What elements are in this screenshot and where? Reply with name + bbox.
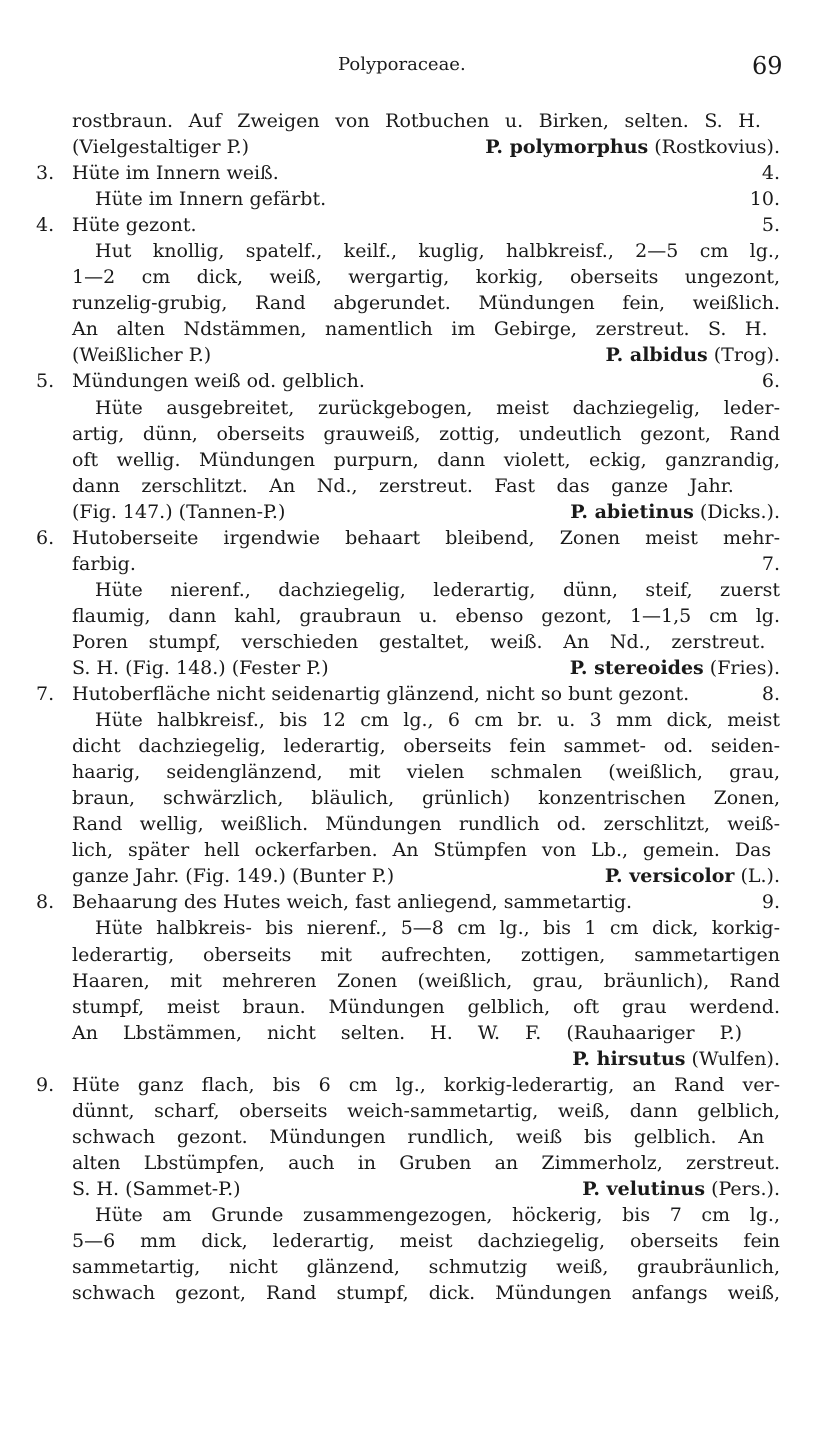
species-name: P. velutinus	[582, 1177, 706, 1200]
running-title: Polyporaceae.	[338, 54, 466, 75]
text-line	[0, 968, 830, 994]
text-line	[0, 1072, 830, 1098]
line-text: dicht dachziegelig, lederartig, oberseits fein sammet- od. seiden-	[72, 735, 780, 758]
couplet-reference: 7.	[761, 552, 780, 575]
text-line	[0, 1228, 830, 1254]
text-line	[0, 811, 830, 837]
line-text: Hüte ausgebreitet, zurückgebogen, meist dachziegelig, leder-	[95, 396, 780, 419]
couplet-number: 7.	[36, 683, 55, 706]
line-text: Hüte im Innern gefärbt.	[95, 188, 327, 211]
line-text: dann zerschlitzt. An Nd., zerstreut. Fast das ganze Jahr.	[72, 474, 734, 497]
text-line	[0, 186, 830, 212]
text-line	[0, 863, 830, 889]
line-text: schwach gezont, Rand stumpf, dick. Mündungen anfangs weiß,	[72, 1282, 780, 1305]
text-line	[0, 603, 830, 629]
line-text: Hutoberfläche nicht seidenartig glänzend, nicht so bunt gezont.	[72, 683, 690, 706]
line-text: braun, schwärzlich, bläulich, grünlich) konzentrischen Zonen,	[72, 787, 780, 810]
text-line	[0, 707, 830, 733]
line-text: An alten Ndstämmen, namentlich im Gebirge, zerstreut. S. H.	[72, 318, 768, 341]
species-name: P. hirsutus	[572, 1047, 686, 1070]
text-line	[0, 1098, 830, 1124]
species-name: P. versicolor	[604, 865, 735, 888]
text-line	[0, 681, 830, 707]
species-entry	[570, 655, 780, 681]
species-entry	[582, 1176, 780, 1202]
couplet-number: 9.	[36, 1073, 55, 1096]
line-text: Hüte gezont.	[72, 214, 197, 237]
text-line	[0, 889, 830, 915]
line-text: Behaarung des Hutes weich, fast anliegend, sammetartig.	[72, 891, 633, 914]
key-text	[0, 108, 830, 1306]
couplet-reference: 4.	[761, 162, 780, 185]
species-entry	[485, 134, 780, 160]
text-line	[0, 577, 830, 603]
text-line	[0, 1176, 830, 1202]
species-entry	[605, 863, 780, 889]
couplet-reference: 8.	[761, 683, 780, 706]
line-text: alten Lbstümpfen, auch in Gruben an Zimmerholz, zerstreut.	[72, 1151, 780, 1174]
text-line	[0, 1254, 830, 1280]
author-citation: (Pers.).	[705, 1177, 780, 1200]
line-text: Rand wellig, weißlich. Mündungen rundlich od. zerschlitzt, weiß-	[72, 813, 780, 836]
text-line	[0, 421, 830, 447]
text-line	[0, 915, 830, 941]
text-line	[0, 1046, 830, 1072]
species-name: P. stereoides	[569, 656, 704, 679]
text-line	[0, 342, 830, 368]
line-text: Hüte am Grunde zusammengezogen, höckerig, bis 7 cm lg.,	[95, 1203, 780, 1226]
text-line	[0, 1150, 830, 1176]
text-line	[0, 238, 830, 264]
couplet-number: 5.	[36, 370, 55, 393]
line-text: oft wellig. Mündungen purpurn, dann violett, eckig, ganzrandig,	[72, 448, 780, 471]
text-line	[0, 759, 830, 785]
page-header	[0, 54, 830, 84]
text-line	[0, 785, 830, 811]
text-line	[0, 994, 830, 1020]
text-line	[0, 525, 830, 551]
text-line	[0, 447, 830, 473]
line-text: Hutoberseite irgendwie behaart bleibend, Zonen meist mehr-	[72, 526, 780, 549]
species-name: P. albidus	[605, 344, 708, 367]
common-name: ganze Jahr. (Fig. 149.) (Bunter P.)	[72, 865, 395, 888]
text-line	[0, 1280, 830, 1306]
line-text: Hüte im Innern weiß.	[72, 162, 279, 185]
text-line	[0, 499, 830, 525]
couplet-number: 4.	[36, 214, 55, 237]
species-entry	[606, 342, 780, 368]
page-number: 69	[752, 52, 783, 80]
couplet-reference: 5.	[761, 214, 780, 237]
couplet-number: 6.	[36, 526, 55, 549]
author-citation: (Wulfen).	[685, 1047, 780, 1070]
line-text: farbig.	[72, 552, 136, 575]
line-text: Hut knollig, spatelf., keilf., kuglig, halbkreisf., 2—5 cm lg.,	[95, 240, 780, 263]
line-text: lederartig, oberseits mit aufrechten, zottigen, sammetartigen	[72, 943, 780, 966]
text-line	[0, 368, 830, 394]
line-text: Mündungen weiß od. gelblich.	[72, 370, 365, 393]
couplet-reference: 9.	[761, 891, 780, 914]
line-text: flaumig, dann kahl, graubraun u. ebenso gezont, 1—1,5 cm lg.	[72, 604, 780, 627]
species-name: P. abietinus	[570, 500, 694, 523]
line-text: sammetartig, nicht glänzend, schmutzig weiß, graubräunlich,	[72, 1256, 780, 1279]
couplet-reference: 10.	[749, 188, 780, 211]
text-line	[0, 1202, 830, 1228]
common-name: S. H. (Fig. 148.) (Fester P.)	[72, 656, 329, 679]
text-line	[0, 629, 830, 655]
text-line	[0, 316, 830, 342]
author-citation: (L.).	[734, 865, 780, 888]
line-text: Hüte ganz flach, bis 6 cm lg., korkig-lederartig, an Rand ver-	[72, 1073, 780, 1096]
text-line	[0, 212, 830, 238]
line-text: stumpf, meist braun. Mündungen gelblich, oft grau werdend.	[72, 995, 780, 1018]
author-citation: (Rostkovius).	[648, 136, 780, 159]
text-line	[0, 290, 830, 316]
text-line	[0, 837, 830, 863]
line-text: lich, später hell ockerfarben. An Stümpfen von Lb., gemein. Das	[72, 839, 772, 862]
line-text: Poren stumpf, verschieden gestaltet, weiß. An Nd., zerstreut.	[72, 630, 766, 653]
text-line	[0, 134, 830, 160]
text-line	[0, 1124, 830, 1150]
couplet-number: 8.	[36, 891, 55, 914]
author-citation: (Dicks.).	[693, 500, 780, 523]
common-name: (Vielgestaltiger P.)	[72, 136, 250, 159]
text-line	[0, 1020, 830, 1046]
species-name: P. polymorphus	[485, 136, 649, 159]
text-line	[0, 473, 830, 499]
common-name: (Fig. 147.) (Tannen-P.)	[72, 500, 286, 523]
text-line	[0, 108, 830, 134]
couplet-number: 3.	[36, 162, 55, 185]
text-line	[0, 942, 830, 968]
common-name: (Weißlicher P.)	[72, 344, 212, 367]
author-citation: (Fries).	[703, 656, 780, 679]
line-text: 5—6 mm dick, lederartig, meist dachziegelig, oberseits fein	[72, 1230, 780, 1253]
line-text: rostbraun. Auf Zweigen von Rotbuchen u. Birken, selten. S. H.	[72, 110, 761, 132]
text-line	[0, 160, 830, 186]
line-text: Hüte halbkreisf., bis 12 cm lg., 6 cm br. u. 3 mm dick, meist	[95, 709, 780, 732]
line-text: schwach gezont. Mündungen rundlich, weiß bis gelblich. An	[72, 1125, 765, 1148]
species-entry	[570, 499, 780, 525]
line-text: haarig, seidenglänzend, mit vielen schmalen (weißlich, grau,	[72, 761, 780, 784]
text-line	[0, 395, 830, 421]
author-citation: (Trog).	[707, 344, 780, 367]
line-text: runzelig-grubig, Rand abgerundet. Mündungen fein, weißlich.	[72, 292, 780, 315]
common-name: S. H. (Sammet-P.)	[72, 1177, 241, 1200]
text-line	[0, 733, 830, 759]
line-text: An Lbstämmen, nicht selten. H. W. F. (Rauhaariger P.)	[72, 1021, 743, 1044]
line-text: 1—2 cm dick, weiß, wergartig, korkig, oberseits ungezont,	[72, 266, 780, 289]
text-line	[0, 655, 830, 681]
text-line	[0, 551, 830, 577]
line-text: Haaren, mit mehreren Zonen (weißlich, grau, bräunlich), Rand	[72, 969, 780, 992]
line-text: artig, dünn, oberseits grauweiß, zottig, undeutlich gezont, Rand	[72, 422, 780, 445]
line-text: Hüte nierenf., dachziegelig, lederartig, dünn, steif, zuerst	[95, 578, 780, 601]
line-text: Hüte halbkreis- bis nierenf., 5—8 cm lg., bis 1 cm dick, korkig-	[95, 917, 780, 940]
species-entry	[572, 1046, 780, 1072]
text-line	[0, 264, 830, 290]
line-text: dünnt, scharf, oberseits weich-sammetartig, weiß, dann gelblich,	[72, 1099, 780, 1122]
couplet-reference: 6.	[761, 370, 780, 393]
